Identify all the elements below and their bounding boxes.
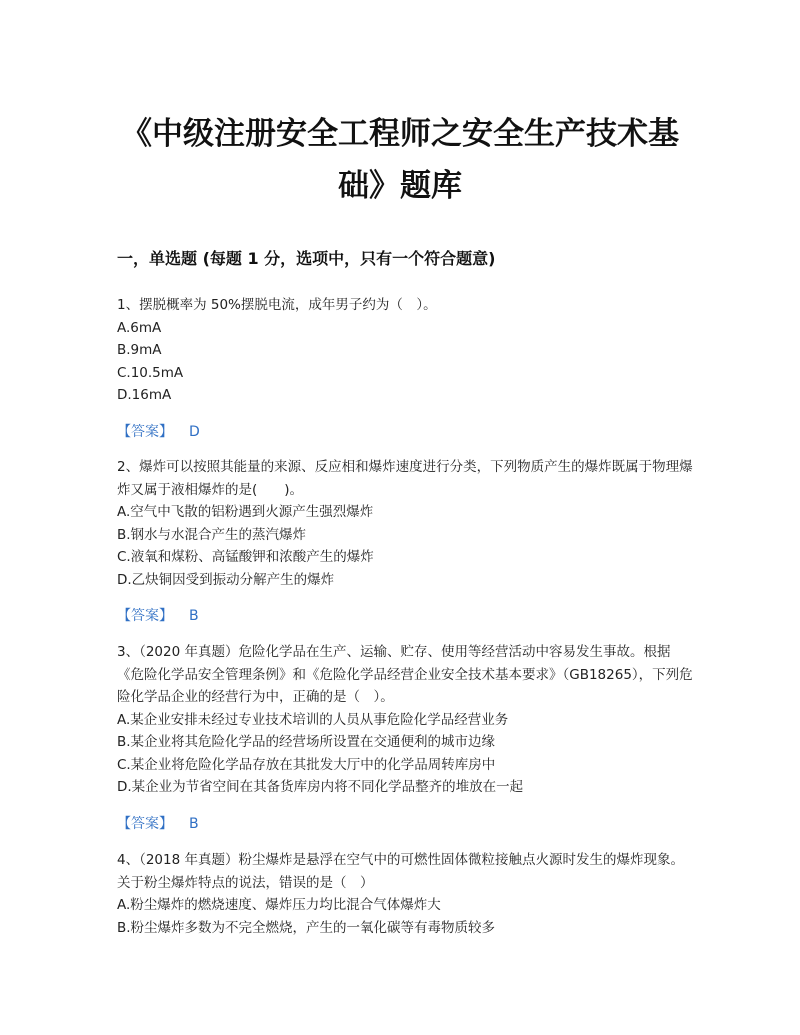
question-3 xyxy=(117,641,697,835)
question-stem: 1、摆脱概率为 50%摆脱电流，成年男子约为（ ）。 xyxy=(117,297,437,313)
answer-label: 【答案】 xyxy=(117,815,173,832)
answer-value: D xyxy=(189,423,200,440)
option-a: A.某企业安排未经过专业技术培训的人员从事危险化学品经营业务 xyxy=(117,711,509,728)
answer-label: 【答案】 xyxy=(117,608,173,624)
question-stem: 4、（2018 年真题）粉尘爆炸是悬浮在空气中的可燃性固体微粒接触点火源时发生的爆炸现象。关于粉尘爆炸特点的说法，错误的是（ ） xyxy=(117,852,684,891)
option-a: A.空气中飞散的铝粉遇到火源产生强烈爆炸 xyxy=(117,504,374,520)
option-b: B.某企业将其危险化学品的经营场所设置在交通便利的城市边缘 xyxy=(117,734,496,750)
option-c: C.某企业将危险化学品存放在其批发大厅中的化学品周转库房中 xyxy=(117,756,496,773)
question-2 xyxy=(117,456,697,628)
question-1 xyxy=(117,294,697,443)
question-stem: 3、（2020 年真题）危险化学品在生产、运输、贮存、使用等经营活动中容易发生事故。根据《危险化学品安全管理条例》和《危险化学品经营企业安全技术基本要求》（GB18265），下列危险化学品企业的经营行为中，正确的是（ ）。 xyxy=(117,644,693,705)
question-stem: 2、爆炸可以按照其能量的来源、反应相和爆炸速度进行分类，下列物质产生的爆炸既属于物理爆炸又属于液相爆炸的是( )。 xyxy=(117,459,693,498)
option-d: D.某企业为节省空间在其备货库房内将不同化学品整齐的堆放在一起 xyxy=(117,779,524,795)
option-b: B.钢水与水混合产生的蒸汽爆炸 xyxy=(117,526,307,543)
option-a: A.粉尘爆炸的燃烧速度、爆炸压力均比混合气体爆炸大 xyxy=(117,897,441,913)
option-a: A.6mA xyxy=(117,319,162,336)
section-heading: 一，单选题 (每题 1 分，选项中，只有一个符合题意) xyxy=(117,249,496,268)
answer-line xyxy=(117,605,697,628)
answer-line xyxy=(117,421,697,444)
option-c: C.液氧和煤粉、高锰酸钾和浓酸产生的爆炸 xyxy=(117,549,374,565)
option-c: C.10.5mA xyxy=(117,364,184,381)
answer-value: B xyxy=(189,815,199,832)
option-d: D.16mA xyxy=(117,387,172,403)
option-b: B.9mA xyxy=(117,342,162,358)
document-title: 《中级注册安全工程师之安全生产技术基础》题库 xyxy=(121,116,679,204)
option-b: B.粉尘爆炸多数为不完全燃烧，产生的一氧化碳等有毒物质较多 xyxy=(117,919,496,936)
answer-value: B xyxy=(189,608,199,624)
option-d: D.乙炔铜因受到振动分解产生的爆炸 xyxy=(117,571,335,588)
answer-label: 【答案】 xyxy=(117,423,173,440)
question-4 xyxy=(117,849,697,939)
answer-line xyxy=(117,813,697,836)
